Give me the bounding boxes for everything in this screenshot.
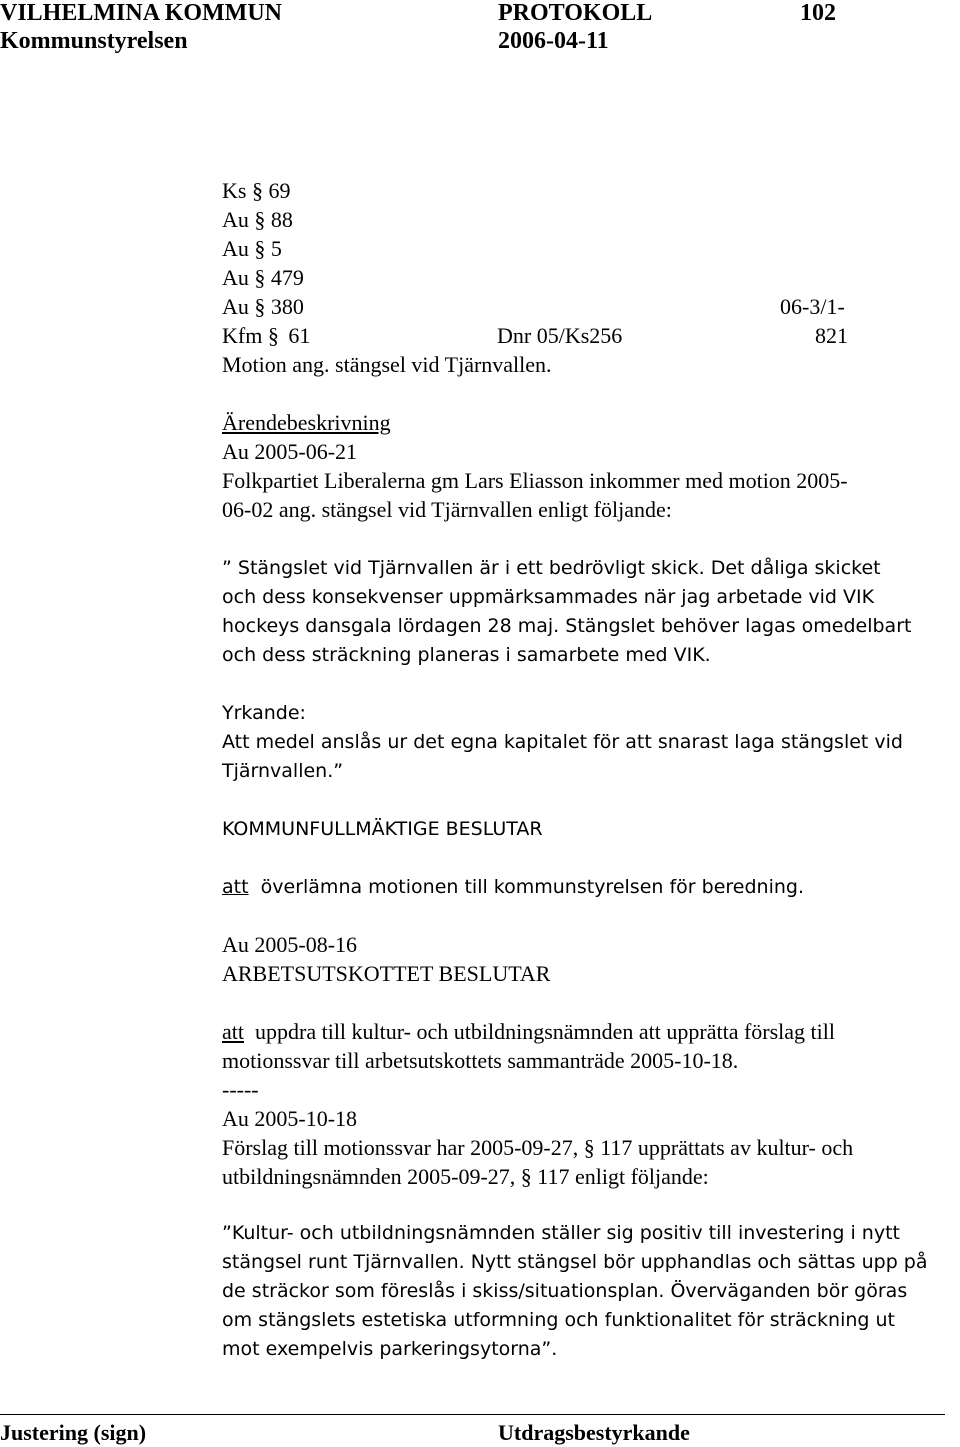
quote2-line: mot exempelvis parkeringsytorna”. [222,1338,558,1360]
subject-line: Motion ang. stängsel vid Tjärnvallen. [222,352,552,377]
yrkande-label: Yrkande: [222,702,306,724]
au-date-3: Au 2005-10-18 [222,1106,358,1131]
footer-certification-label: Utdragsbestyrkande [498,1420,690,1445]
separator: ----- [222,1077,259,1102]
yrkande-line: Att medel anslås ur det egna kapitalet för att snarast laga stängslet vid [222,731,903,753]
au-decision-line: att uppdra till kultur- och utbildningsnämnden att upprätta förslag till [222,1019,836,1044]
reference-line: Kfm § 61 [222,323,311,348]
meeting-date: 2006-04-11 [498,28,609,54]
yrkande-line: Tjärnvallen.” [222,760,344,782]
quote2-line: ”Kultur- och utbildningsnämnden ställer sig positiv till investering i nytt [222,1222,900,1244]
au-decision-line: motionssvar till arbetsutskottets sammanträde 2005-10-18. [222,1048,739,1073]
kf-heading: KOMMUNFULLMÄKTIGE BESLUTAR [222,818,543,840]
quote-line: och dess konsekvenser uppmärksammades när jag arbetade vid VIK [222,586,875,608]
municipality-name: VILHELMINA KOMMUN [0,0,282,26]
quote-line: ” Stängslet vid Tjärnvallen är i ett bedrövligt skick. Det dåliga skicket [222,557,881,579]
intro-line: Folkpartiet Liberalerna gm Lars Eliasson inkommer med motion 2005- [222,468,848,493]
case-number-bottom: 821 [815,323,848,348]
page-number: 102 [800,0,836,26]
reference-line: Au § 380 [222,294,304,319]
reference-line: Ks § 69 [222,178,291,203]
quote2-line: de sträckor som föreslås i skiss/situationsplan. Överväganden bör göras [222,1280,908,1302]
kf-decision-line: att överlämna motionen till kommunstyrelsen för beredning. [222,876,804,898]
au-date-1: Au 2005-06-21 [222,439,358,464]
reference-line: Au § 5 [222,236,282,261]
au-heading: ARBETSUTSKOTTET BESLUTAR [222,961,551,986]
au-date-2: Au 2005-08-16 [222,932,358,957]
reference-line: Au § 88 [222,207,293,232]
quote-line: och dess sträckning planeras i samarbete med VIK. [222,644,711,666]
footer-signature-label: Justering (sign) [0,1420,147,1445]
document-type: PROTOKOLL [498,0,653,26]
case-number-top: 06-3/1- [780,294,845,319]
intro-line: 06-02 ang. stängsel vid Tjärnvallen enligt följande: [222,497,672,522]
reference-line: Au § 479 [222,265,304,290]
meeting-body: Kommunstyrelsen [0,28,188,54]
footer-rule [0,1414,945,1415]
quote-line: hockeys dansgala lördagen 28 maj. Stängslet behöver lagas omedelbart [222,615,912,637]
quote2-line: om stängslets estetiska utformning och funktionalitet för sträckning ut [222,1309,896,1331]
section-title: Ärendebeskrivning [222,410,391,435]
proposal-line: utbildningsnämnden 2005-09-27, § 117 enligt följande: [222,1164,709,1189]
quote2-line: stängsel runt Tjärnvallen. Nytt stängsel bör upphandlas och sättas upp på [222,1251,928,1273]
proposal-line: Förslag till motionssvar har 2005-09-27, § 117 upprättats av kultur- och [222,1135,854,1160]
diary-number: Dnr 05/Ks256 [497,323,623,348]
